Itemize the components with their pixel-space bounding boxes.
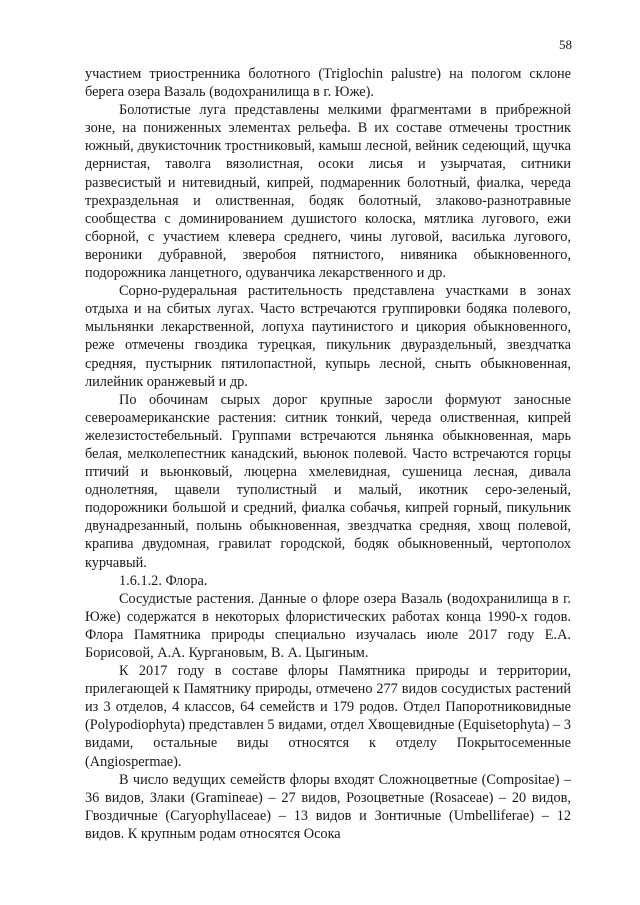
paragraph-leading-families: В число ведущих семейств флоры входят Сложноцветные (Compositae) – 36 видов, Злаки (Gramineae) – 27 видов, Розоцветные (Rosaceae) – 20 видов, Гвоздичные (Caryophyllaceae) – 13 видов и Зонтичные (Umbelliferae) – 12 видов. К крупным родам относятся Осока	[85, 771, 571, 842]
paragraph-ruderal-vegetation: Сорно-рудеральная растительность представлена участками в зонах отдыха и на сбитых лугах. Часто встречаются группировки бодяка полевого, мыльнянки лекарственной, лопуха паутинистого и цикория обыкновенного, реже отмечены гвоздика турецкая, пикульник двураздельный, звездчатка средняя, пустырник пятилопастной, купырь лесной, сныть обыкновенная, лилейник оранжевый и др.	[85, 283, 571, 390]
paragraph-continuation: участием триостренника болотного (Triglochin palustre) на пологом склоне берега озера Вазаль (водохранилища в г. Юже).	[85, 66, 571, 101]
paragraph-flora-composition: К 2017 году в составе флоры Памятника природы и территории, прилегающей к Памятнику природы, отмечено 277 видов сосудистых растений из 3 отделов, 4 классов, 64 семейств и 179 родов. Отдел Папоротниковидные (Polypodiophyta) представлен 5 видами, отдел Хвощевидные (Equisetophyta) – 3 видами, остальные виды относятся к отделу Покрытосеменные (Angiospermae).	[85, 663, 571, 770]
body-text	[85, 65, 571, 843]
section-heading-flora: 1.6.1.2. Флора.	[119, 572, 208, 589]
paragraph-vascular-plants: Сосудистые растения. Данные о флоре озера Вазаль (водохранилища в г. Юже) содержатся в некоторых флористических работах конца 1990-х годов. Флора Памятника природы специально изучалась июле 2017 году Е.А. Борисовой, А.А. Кургановым, В. А. Цыгиным.	[85, 590, 571, 661]
paragraph-roadside-plants: По обочинам сырых дорог крупные заросли формуют заносные североамериканские растения: ситник тонкий, череда олиственная, кипрей железистостебельный. Группами встречаются льнянка обыкновенная, марь белая, мелколепестник канадский, вьюнок полевой. Часто встречаются горцы птичий и вьюнковый, люцерна хмелевидная, сушеница лесная, дивала однолетняя, щавели туполистный и малый, икотник серо-зеленый, подорожники большой и средний, фиалка собачья, кипрей горный, пикульник двунадрезанный, полынь обыкновенная, звездчатка средняя, хвощ полевой, крапива двудомная, гравилат городской, бодяк обыкновенный, чертополох курчавый.	[85, 391, 571, 571]
paragraph-marsh-meadows: Болотистые луга представлены мелкими фрагментами в прибрежной зоне, на пониженных элементах рельефа. В их составе отмечены тростник южный, двукисточник тростниковый, камыш лесной, вейник седеющий, щучка дернистая, таволга вязолистная, осоки лисья и узырчатая, ситники развесистый и нитевидный, кипрей, подмаренник болотный, фиалка, череда трехраздельная и олиственная, бодяк болотный, злаково-разнотравные сообщества с доминированием душистого колоска, мятлика лугового, ежи сборной, с участием клевера среднего, чины луговой, василька лугового, вероники дубравной, зверобоя пятнистого, нивяника обыкновенного, подорожника ланцетного, одуванчика лекарственного и др.	[85, 102, 571, 282]
page-number: 58	[559, 37, 572, 52]
